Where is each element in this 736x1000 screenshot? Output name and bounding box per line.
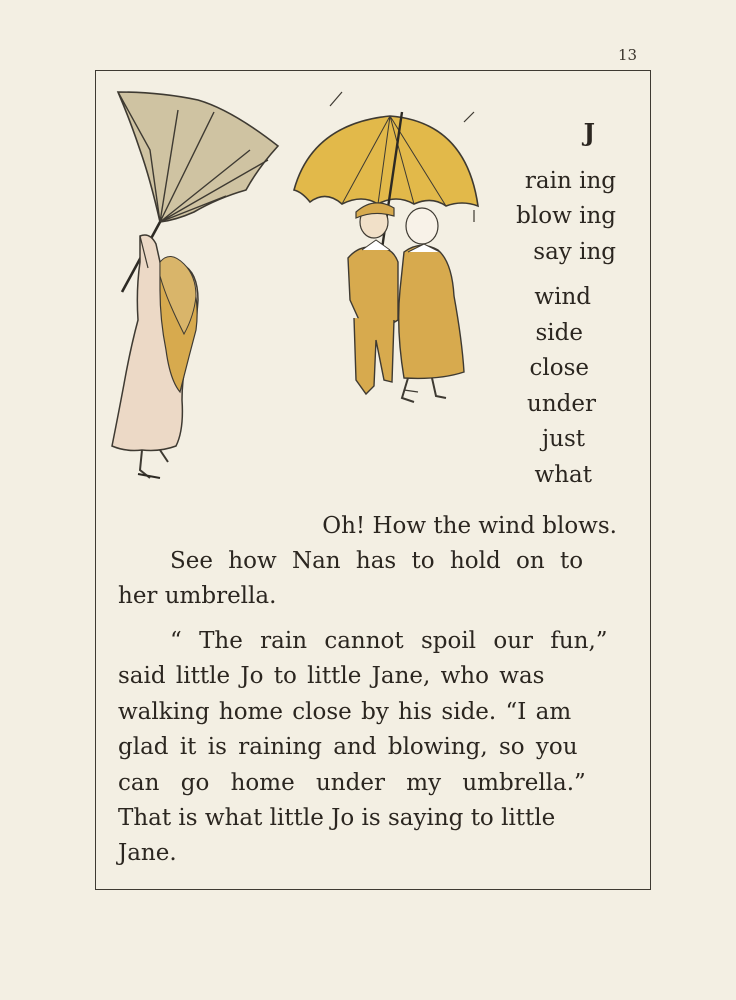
- word-item: wind: [534, 284, 591, 310]
- paragraph-line: can go home under my umbrella.”: [118, 770, 586, 796]
- word-item: what: [534, 462, 592, 488]
- paragraph-line: That is what little Jo is saying to little: [118, 805, 556, 831]
- split-word-item: blow ing: [516, 203, 616, 229]
- paragraph-line: Oh! How the wind blows.: [322, 513, 617, 539]
- paragraph-line: said little Jo to little Jane, who was: [118, 663, 545, 689]
- word-item: under: [527, 391, 596, 417]
- paragraph-line: glad it is raining and blowing, so you: [118, 734, 578, 760]
- paragraph-line: “ The rain cannot spoil our fun,”: [170, 628, 608, 654]
- split-word-item: rain ing: [524, 168, 616, 194]
- paragraph-line: her umbrella.: [118, 583, 277, 609]
- paragraph-line: walking home close by his side. “I am: [118, 699, 572, 725]
- paragraph-line: See how Nan has to hold on to: [170, 548, 584, 574]
- paragraph-line: Jane.: [118, 840, 177, 866]
- split-word-item: say ing: [533, 239, 616, 265]
- word-item: just: [542, 426, 585, 452]
- page-number: 13: [618, 46, 638, 64]
- lesson-letter: J: [583, 118, 595, 147]
- word-item: close: [529, 355, 589, 381]
- word-item: side: [535, 320, 583, 346]
